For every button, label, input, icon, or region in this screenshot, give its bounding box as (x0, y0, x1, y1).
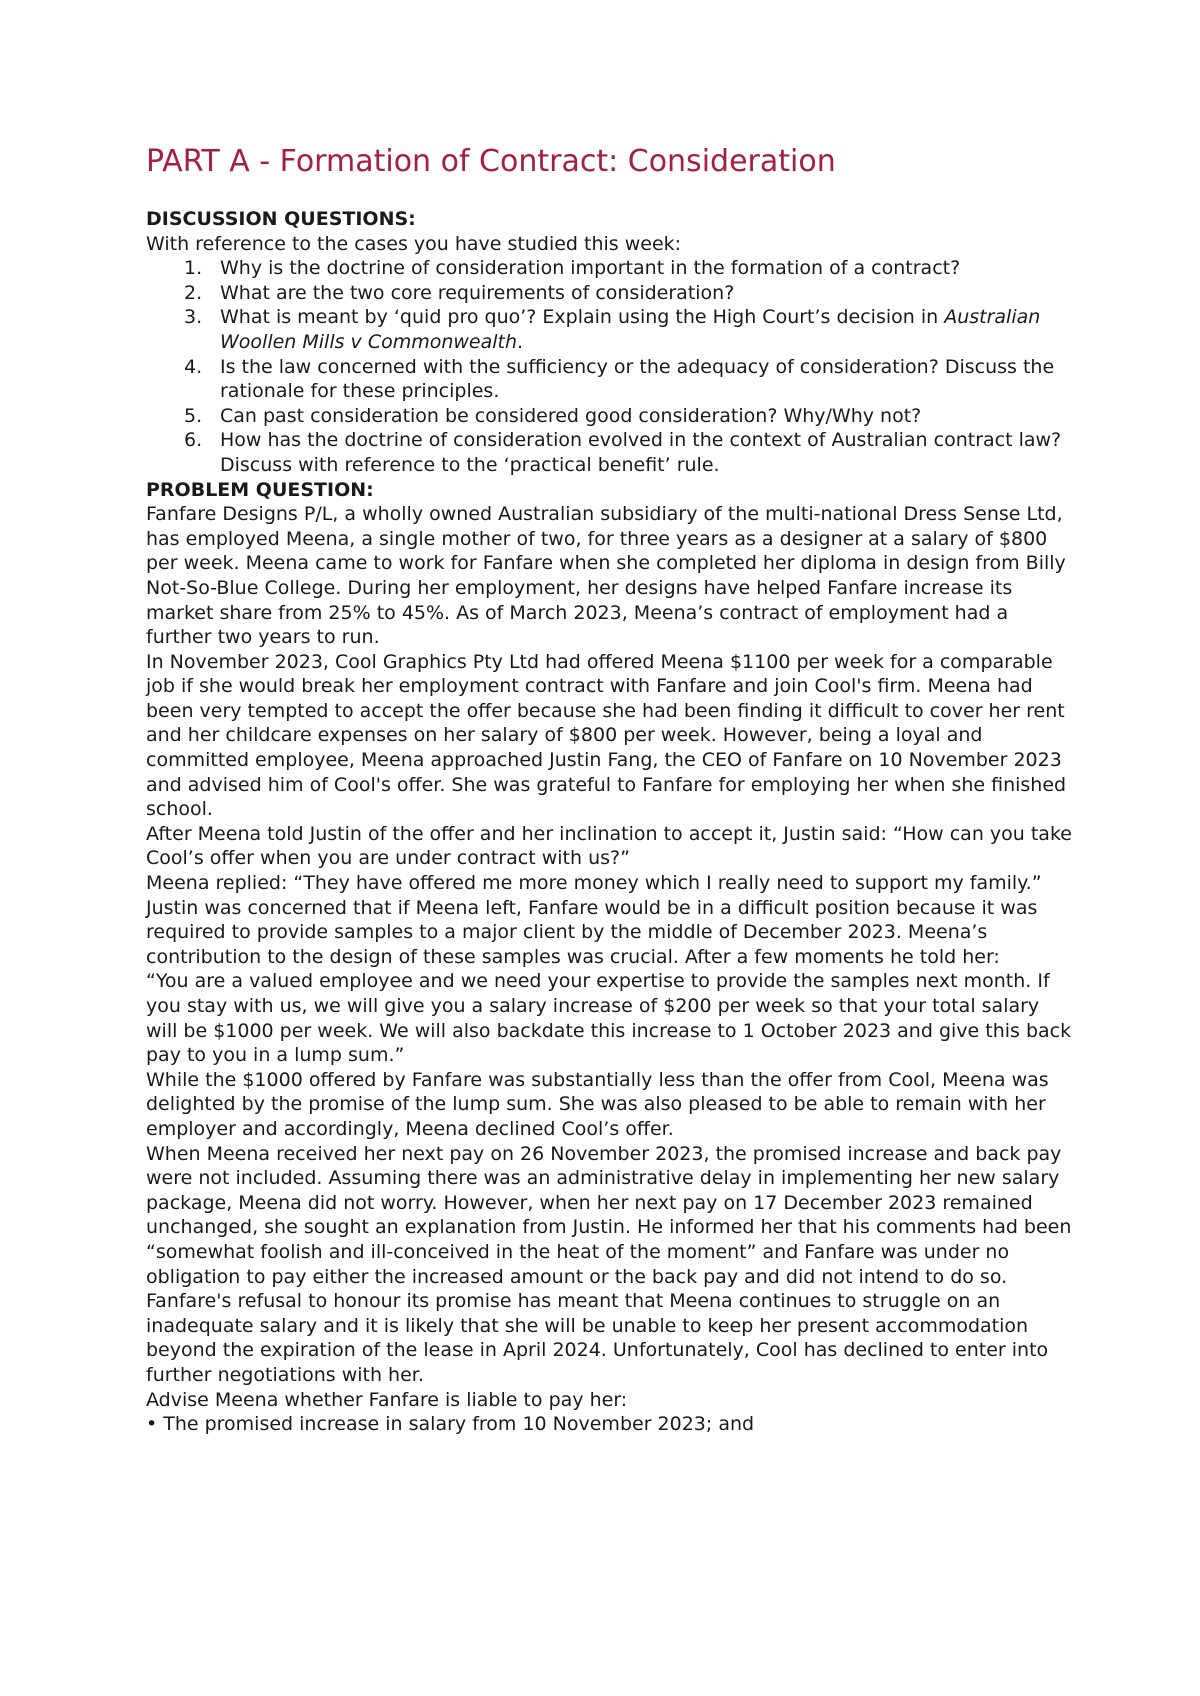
question-text: Why is the doctrine of consideration important in the formation of a contract? (220, 257, 961, 280)
problem-paragraph: While the $1000 offered by Fanfare was substantially less than the offer from Cool, Meena was delighted by the promise of the lump sum. She was also pleased to be able to remain with her employer and accordingly, Meena declined Cool’s offer. (146, 1068, 1049, 1140)
question-text: Can past consideration be considered good consideration? Why/Why not? (220, 404, 922, 427)
problem-paragraph: Fanfare Designs P/L, a wholly owned Australian subsidiary of the multi-national Dress Sense Ltd, has employed Meena, a single mother of two, for three years as a designer at a salary of $800 per week. Meena came to work for Fanfare when she completed her diploma in design from Billy Not-So-Blue College. During her employment, her designs have helped Fanfare increase its market share from 25% to 45%. As of March 2023, Meena’s contract of employment had a further two years to run. (146, 503, 1066, 649)
document-content (146, 140, 1076, 1437)
problem-paragraph: Justin was concerned that if Meena left, Fanfare would be in a difficult position because it was required to provide samples to a major client by the middle of December 2023. Meena’s contribution to the design of these samples was crucial. After a few moments he told her: (146, 896, 1038, 968)
problem-paragraph: When Meena received her next pay on 26 November 2023, the promised increase and back pay were not included. Assuming there was an administrative delay in implementing her new salary package, Meena did not worry. However, when her next pay on 17 December 2023 remained unchanged, she sought an explanation from Justin. He informed her that his comments had been “somewhat foolish and ill-conceived in the heat of the moment” and Fanfare was under no obligation to pay either the increased amount or the back pay and did not intend to do so. (146, 1142, 1072, 1288)
question-text: Is the law concerned with the sufficiency or the adequacy of consideration? Discuss the rationale for these principles. (220, 355, 1055, 403)
bullet-icon: • (146, 1413, 158, 1436)
question-item (146, 428, 1076, 477)
question-number: 2. (184, 281, 203, 304)
question-item (146, 305, 1076, 354)
question-item (146, 404, 1076, 429)
question-item (146, 281, 1076, 306)
bullet-item (146, 1412, 1076, 1437)
bullet-text: The promised increase in salary from 10 November 2023; and (163, 1413, 755, 1436)
question-item (146, 355, 1076, 404)
question-text: How has the doctrine of consideration evolved in the context of Australian contract law? Discuss with reference to the ‘practical benefit’ rule. (220, 429, 1062, 476)
question-number: 3. (184, 306, 203, 329)
question-text-end: . (517, 330, 524, 353)
question-text: What is meant by ‘quid pro quo’? Explain using the High Court’s decision in (220, 306, 945, 329)
problem-section (146, 478, 1076, 1437)
question-text: What are the two core requirements of consideration? (220, 281, 735, 304)
discussion-section (146, 207, 1076, 478)
problem-paragraph: Meena replied: “They have offered me more money which I really need to support my family.” (146, 872, 1042, 895)
discussion-intro: With reference to the cases you have studied this week: (146, 232, 682, 255)
problem-paragraph: Advise Meena whether Fanfare is liable to pay her: (146, 1388, 628, 1411)
question-number: 4. (184, 355, 203, 378)
question-number: 6. (184, 429, 203, 452)
discussion-heading: DISCUSSION QUESTIONS: (146, 208, 416, 230)
question-number: 1. (184, 257, 203, 280)
problem-heading: PROBLEM QUESTION: (146, 478, 374, 501)
discussion-question-list (146, 256, 1076, 477)
problem-paragraph: In November 2023, Cool Graphics Pty Ltd had offered Meena $1100 per week for a comparable job if she would break her employment contract with Fanfare and join Cool's firm. Meena had been very tempted to accept the offer because she had been finding it difficult to cover her rent and her childcare expenses on her salary of $800 per week. However, being a loyal and committed employee, Meena approached Justin Fang, the CEO of Fanfare on 10 November 2023 and advised him of Cool's offer. She was grateful to Fanfare for employing her when she finished school. (146, 650, 1067, 821)
problem-paragraph: Fanfare's refusal to honour its promise has meant that Meena continues to struggle on an inadequate salary and it is likely that she will be unable to keep her present accommodation beyond the expiration of the lease in April 2024. Unfortunately, Cool has declined to enter into further negotiations with her. (146, 1290, 1049, 1386)
problem-paragraph: After Meena told Justin of the offer and her inclination to accept it, Justin said: “How can you take Cool’s offer when you are under contract with us?” (146, 822, 1072, 870)
page-title: PART A - Formation of Contract: Consideration (146, 144, 836, 179)
advice-bullet-list (146, 1412, 1076, 1437)
question-number: 5. (184, 404, 203, 427)
problem-paragraph: “You are a valued employee and we need your expertise to provide the samples next month. If you stay with us, we will give you a salary increase of $200 per week so that your total salary will be $1000 per week. We will also backdate this increase to 1 October 2023 and give this back pay to you in a lump sum.” (146, 970, 1072, 1067)
question-item (146, 256, 1076, 281)
case-name: Australian Woollen Mills v Commonwealth (220, 306, 1041, 353)
